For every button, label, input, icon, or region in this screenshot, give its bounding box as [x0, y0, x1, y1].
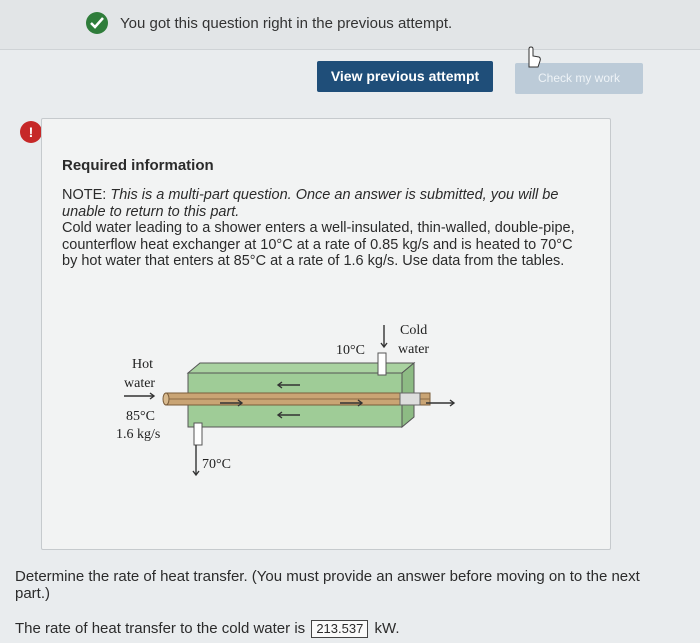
- check-icon: [86, 12, 108, 34]
- question-prompt: Determine the rate of heat transfer. (You must provide an answer before moving on to the next part.): [15, 568, 640, 602]
- banner-text: You got this question right in the previous attempt.: [120, 15, 453, 32]
- note-italic: This is a multi-part question. Once an answer is submitted, you will be unable to return to this part.: [62, 187, 559, 220]
- cold-water-label-2: water: [398, 342, 430, 357]
- answer-unit: kW.: [374, 620, 400, 637]
- hot-water-label-1: Hot: [132, 357, 153, 372]
- hand-cursor-icon: [522, 45, 544, 69]
- answer-input[interactable]: 213.537: [311, 620, 368, 638]
- status-banner: [0, 0, 700, 50]
- hot-water-label-2: water: [124, 376, 156, 391]
- cold-water-label-1: Cold: [400, 323, 428, 338]
- hot-flow-rate: 1.6 kg/s: [116, 427, 161, 442]
- card-note: [62, 187, 582, 270]
- check-my-work-button[interactable]: Check my work: [515, 63, 643, 94]
- heat-exchanger-figure: [110, 315, 470, 485]
- note-prefix: NOTE:: [62, 187, 111, 203]
- problem-statement: Cold water leading to a shower enters a well-insulated, thin-walled, double-pipe, counterflow heat exchanger at 10°C at a rate of 0.85 kg/s and is heated to 70°C by hot water that enters at 85°C at a rate of 1.6 kg/s. Use data from the tables.: [62, 220, 575, 269]
- card-title: Required information: [62, 157, 214, 174]
- heat-exchanger-diagram: [110, 315, 470, 490]
- answer-prefix: The rate of heat transfer to the cold water is: [15, 620, 306, 637]
- hot-inlet-temp: 85°C: [126, 409, 155, 424]
- view-previous-attempt-button[interactable]: View previous attempt: [317, 61, 493, 92]
- hot-exit-temp: 70°C: [202, 457, 231, 472]
- answer-line: [15, 620, 400, 638]
- cold-inlet-temp: 10°C: [336, 343, 365, 358]
- alert-icon: !: [20, 121, 42, 143]
